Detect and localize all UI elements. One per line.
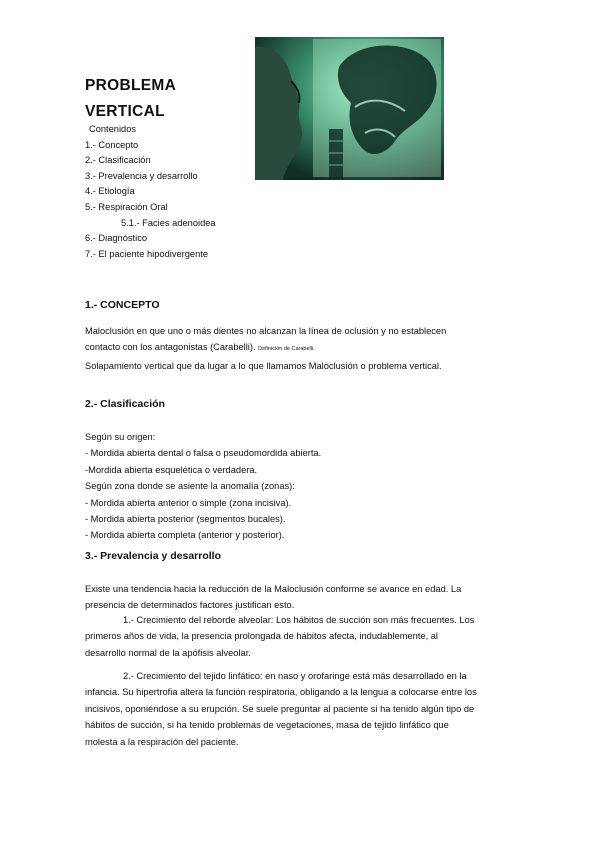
paragraph-line-with-note [85, 339, 525, 357]
section-3-intro [85, 581, 525, 614]
paragraph-line: incisivos, oponiéndose a su erupción. Se suele preguntar al paciente si ha tenido algún tipo de [85, 703, 475, 714]
contents-heading: Contenidos [89, 124, 137, 134]
paragraph-line: hábitos de succión, si ha tenido problemas de vegetaciones, masa de tejido linfático que [85, 720, 449, 731]
toc-subitem: 5.1.- Facies adenoidea [121, 217, 216, 228]
paragraph-line: Según su origen: [85, 432, 156, 442]
paragraph-line: Según zona donde se asiente la anomalía (zonas): [85, 481, 295, 492]
toc-item: 4.- Etiología [85, 186, 135, 197]
toc-item: 3.- Prevalencia y desarrollo [85, 170, 198, 181]
title-line-1: PROBLEMA [85, 77, 177, 94]
toc-item: 7.- El paciente hipodivergente [85, 248, 209, 259]
paragraph-line: 1.- Crecimiento del reborde alveolar: Los hábitos de succión son más frecuentes. Los [123, 615, 475, 625]
toc-item: 6.- Diagnóstico [85, 233, 148, 244]
document-title [85, 73, 176, 125]
title-line-2: VERTICAL [85, 103, 165, 120]
section-1-body [85, 323, 525, 374]
table-of-contents [85, 122, 216, 262]
toc-item: 2.- Clasificación [85, 155, 151, 166]
xray-photo [255, 37, 444, 180]
section-2-body [85, 429, 525, 544]
list-item: -Mordida abierta esquelética o verdadera. [85, 464, 258, 475]
footnote-text: Definición de Carabelli. [258, 346, 315, 353]
paragraph-line: molesta a la respiración del paciente. [85, 736, 239, 747]
section-heading-prevalencia: 3.- Prevalencia y desarrollo [85, 550, 221, 562]
paragraph-line: infancia. Su hipertrofia altera la función respiratoria, obligando a la lengua a colocarse entre los [85, 687, 477, 698]
paragraph-line: desarrollo normal de la apófisis alveolar. [85, 647, 251, 658]
toc-item: 1.- Concepto [85, 139, 139, 150]
paragraph-line: 2.- Crecimiento del tejido linfático: en naso y orofaringe está más desarrollado en la [123, 671, 467, 681]
paragraph-line: primeros años de vida, la presencia prolongada de hábitos afecta, indudablemente, al [85, 631, 438, 642]
list-item: - Mordida abierta dental o falsa o pseudomordida abierta. [85, 448, 322, 459]
paragraph-line: presencia de determinados factores justifican esto. [85, 600, 295, 611]
paragraph-line: Maloclusión en que uno o más dientes no alcanzan la línea de oclusión y no establecen [85, 326, 447, 336]
toc-item: 5.- Respiración Oral [85, 201, 168, 212]
paragraph-line: Existe una tendencia hacia la reducción de la Maloclusión conforme se avance en edad. La [85, 584, 462, 594]
list-item: - Mordida abierta posterior (segmentos bucales). [85, 514, 286, 525]
list-item: - Mordida abierta anterior o simple (zona incisiva). [85, 497, 292, 508]
paragraph-line: Solapamiento vertical que da lugar a lo que llamamos Maloclusión o problema vertical. [85, 360, 442, 371]
section-3-point-1 [85, 612, 525, 661]
xray-illustration [255, 37, 444, 180]
section-3-point-2 [85, 668, 525, 750]
paragraph-text: contacto con los antagonistas (Carabelli). [85, 342, 256, 353]
section-heading-clasificacion: 2.- Clasificación [85, 398, 165, 410]
section-heading-concepto: 1.- CONCEPTO [85, 299, 160, 311]
list-item: - Mordida abierta completa (anterior y posterior). [85, 530, 285, 541]
